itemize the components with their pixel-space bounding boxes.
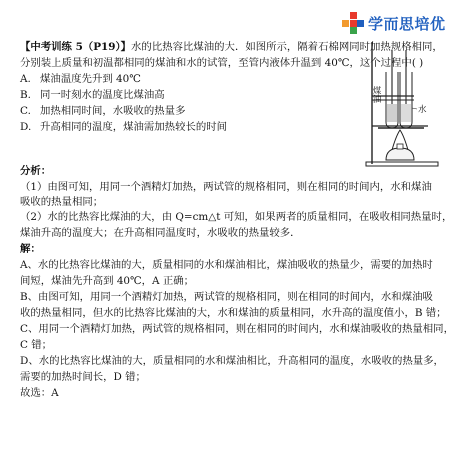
apparatus-figure bbox=[362, 42, 450, 170]
stand-base bbox=[366, 162, 438, 166]
analysis-line-3: （2）水的比热容比煤油的大，由 Q=cm△t 可知，如果两者的质量相同，在吸收相同热量时， bbox=[20, 211, 453, 223]
solution-line-2: 间短，煤油先升高到 40℃，A 正确； bbox=[20, 275, 195, 287]
question-line-2: 分别装上质量和初温都相同的煤油和水的试管，至管内液体升温到 40℃，这个过程中( ) bbox=[20, 57, 424, 69]
label-water: 水 bbox=[418, 105, 427, 115]
option-c bbox=[20, 104, 185, 118]
option-b bbox=[20, 88, 165, 102]
solution-answer: 故选：A bbox=[20, 387, 59, 399]
option-a-text: 煤油温度先升到 40℃ bbox=[40, 73, 141, 85]
analysis-line-1: （1）由图可知，用同一个酒精灯加热，两试管的规格相同，则在相同的时间内，水和煤油 bbox=[20, 181, 432, 193]
option-d bbox=[20, 120, 227, 134]
alcohol-lamp bbox=[386, 148, 414, 160]
option-c-text: 加热相同时间，水吸收的热量多 bbox=[40, 105, 186, 117]
brand-logo-icon bbox=[342, 12, 364, 34]
option-d-text: 升高相同的温度，煤油需加热较长的时间 bbox=[40, 121, 228, 133]
solution-line-4: 收的热量相同，但水的比热容比煤油的大，水和煤油的质量相同，水升高的温度值小，B 错； bbox=[20, 307, 447, 319]
solution-line-8: 需要的加热时间长，D 错； bbox=[20, 371, 146, 383]
brand-name: 学而思培优 bbox=[368, 14, 446, 33]
solution-line-1: A、水的比热容比煤油的大，质量相同的水和煤油相比，煤油吸收的热量少，需要的加热时 bbox=[20, 259, 433, 271]
solution-line-7: D、水的比热容比煤油的大，质量相同的水和煤油相比，升高相同的温度，水吸收的热量多， bbox=[20, 355, 444, 367]
solution-line-3: B、由图可知，用同一个酒精灯加热，两试管的规格相同，则在相同的时间内，水和煤油吸 bbox=[20, 291, 433, 303]
analysis-heading: 分析： bbox=[20, 165, 52, 177]
solution-line-5: C、用同一个酒精灯加热，两试管的规格相同，则在相同的时间内，水和煤油吸收的热量相同， bbox=[20, 323, 454, 335]
kerosene-liquid bbox=[387, 104, 397, 122]
solution-heading: 解： bbox=[20, 243, 41, 255]
option-a-label: A. bbox=[20, 73, 31, 85]
analysis-line-2: 吸收的热量相同； bbox=[20, 196, 104, 208]
option-c-label: C. bbox=[20, 105, 31, 117]
brand-logo bbox=[342, 10, 460, 36]
water-liquid bbox=[401, 104, 411, 122]
label-kerosene: 煤油 bbox=[371, 86, 381, 103]
option-d-label: D. bbox=[20, 121, 32, 133]
question-source: 【中考训练 5（P19）】 bbox=[20, 41, 132, 53]
question-text-1: 水的比热容比煤油的大．如图所示，隔着石棉网同时加热规格相同， bbox=[131, 41, 443, 53]
option-b-text: 同一时刻水的温度比煤油高 bbox=[40, 89, 165, 101]
option-a bbox=[20, 72, 141, 86]
lamp-wick-holder bbox=[397, 144, 403, 149]
solution-line-6: C 错； bbox=[20, 339, 53, 351]
analysis-line-4: 煤油升高的温度大；在升高相同温度时，水吸收的热量较多． bbox=[20, 227, 301, 239]
label-water-pointer bbox=[412, 108, 417, 109]
option-b-label: B. bbox=[20, 89, 31, 101]
